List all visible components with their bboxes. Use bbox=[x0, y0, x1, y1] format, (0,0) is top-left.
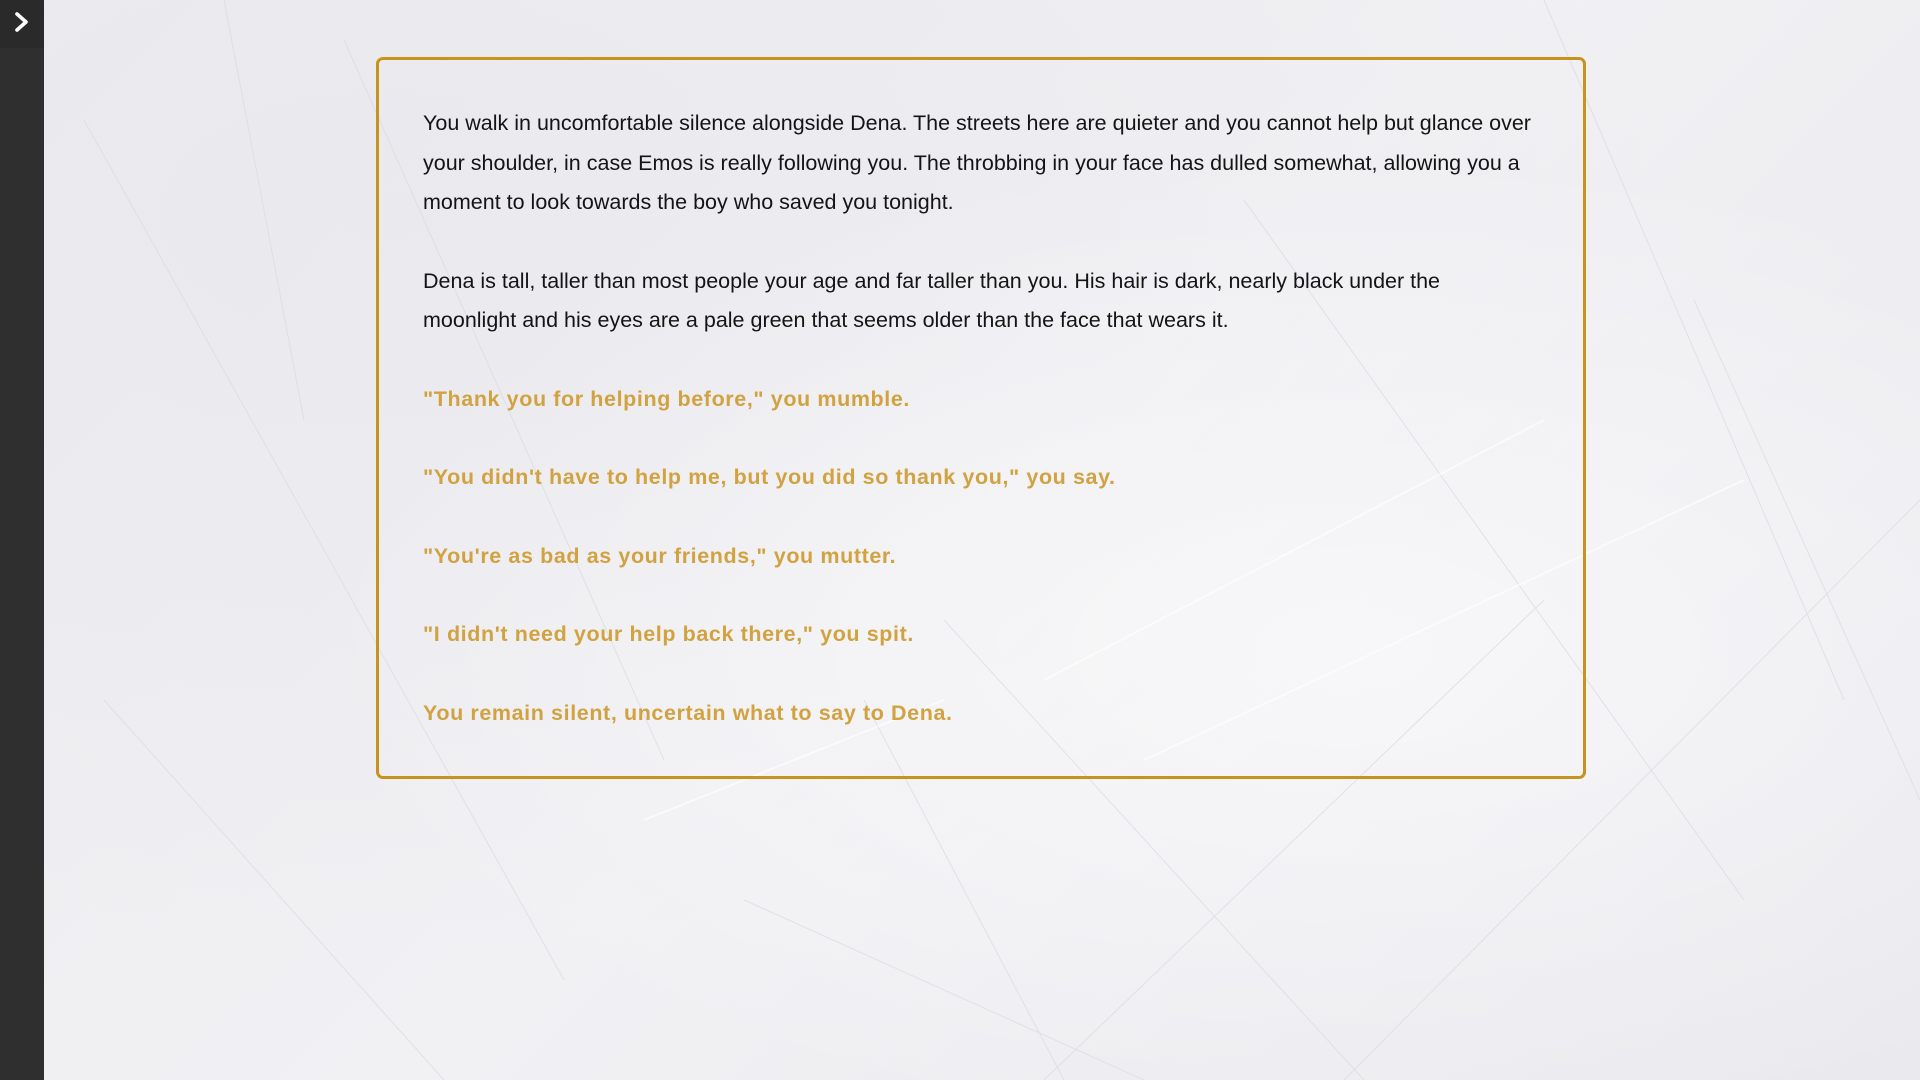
choice-link-remain-silent[interactable]: You remain silent, uncertain what to say to Dena. bbox=[423, 700, 953, 725]
choice-link-thank-you[interactable]: "Thank you for helping before," you mumble. bbox=[423, 386, 910, 411]
sidebar bbox=[0, 0, 44, 1080]
story-passage-box bbox=[376, 57, 1586, 779]
sidebar-toggle-button[interactable] bbox=[0, 0, 44, 48]
chevron-right-icon bbox=[13, 11, 31, 38]
choice-link-didnt-need-help[interactable]: "I didn't need your help back there," you spit. bbox=[423, 622, 914, 646]
choice-link-as-bad-as-friends[interactable]: "You're as bad as your friends," you mutter. bbox=[423, 543, 897, 568]
choice-link-didnt-have-to[interactable]: "You didn't have to help me, but you did so thank you," you say. bbox=[423, 465, 1116, 489]
story-paragraph: Dena is tall, taller than most people your age and far taller than you. His hair is dark, nearly black under the moonlight and his eyes are a pale green that seems older than the face that wears it. bbox=[423, 268, 1441, 332]
story-paragraph: You walk in uncomfortable silence alongside Dena. The streets here are quieter and you cannot help but glance over your shoulder, in case Emos is really following you. The throbbing in your face has dulled somewhat, allowing you a moment to look towards the boy who saved you tonight. bbox=[423, 111, 1531, 214]
